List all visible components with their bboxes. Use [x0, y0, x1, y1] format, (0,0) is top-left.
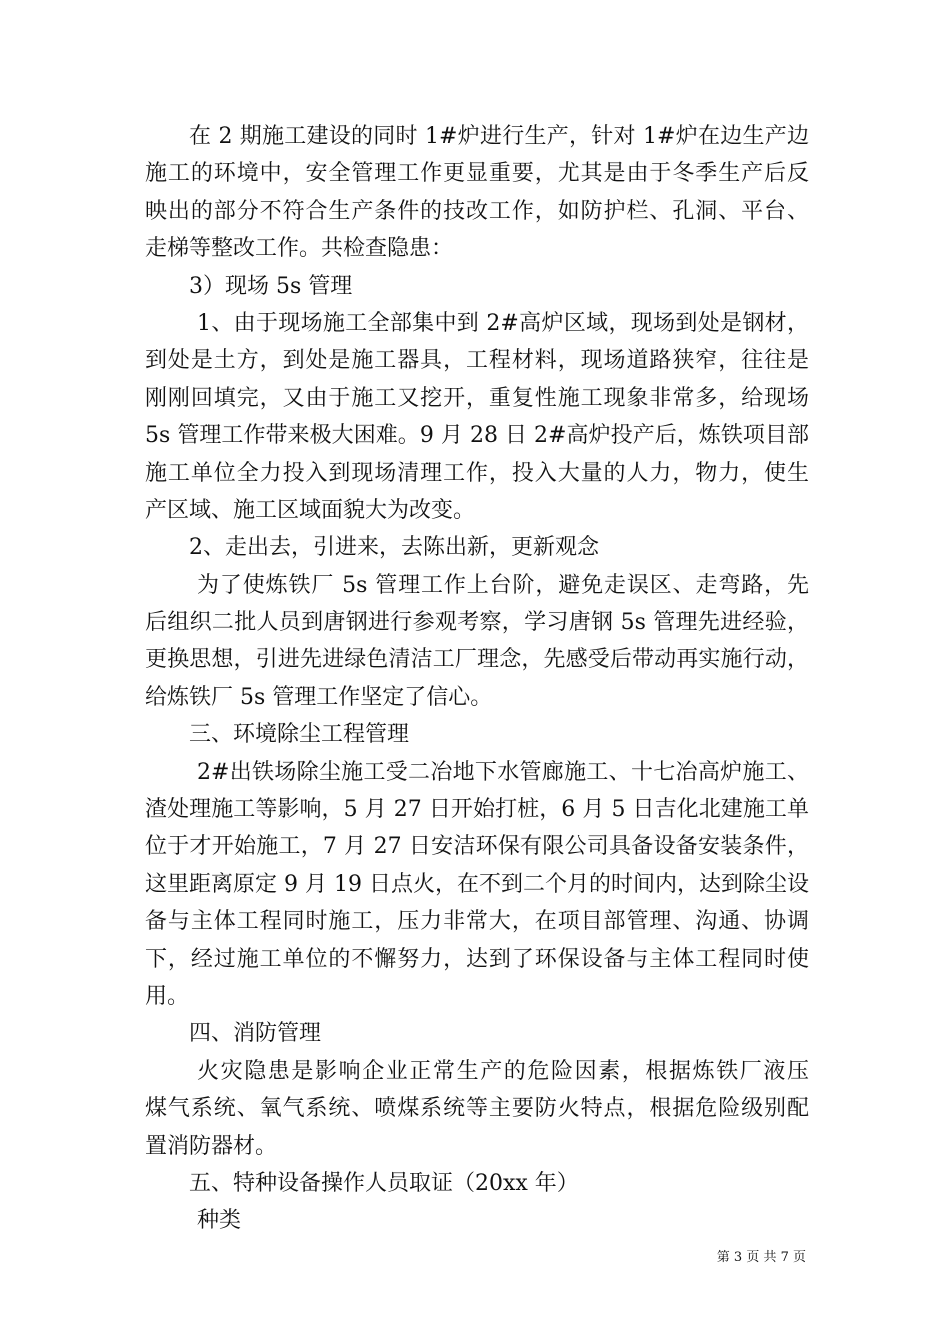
text-line: 五、特种设备操作人员取证（20xx 年）: [189, 1170, 579, 1196]
text-line: 三、环境除尘工程管理: [189, 722, 410, 748]
page-number: 第 3 页 共 7 页: [716, 1250, 806, 1265]
text-line: 2、走出去，引进来，去陈出新，更新观念: [189, 535, 599, 561]
text-line: 5s 管理工作带来极大困难。9 月 28 日 2#高炉投产后，炼铁项目部: [145, 423, 809, 449]
text-line: 产区域、施工区域面貌大为改变。: [145, 497, 476, 523]
text-line: 为了使炼铁厂 5s 管理工作上台阶，避免走误区、走弯路，先: [197, 572, 809, 598]
text-line: 到处是土方，到处是施工器具，工程材料，现场道路狭窄，往往是: [145, 348, 809, 374]
text-line: 用。: [145, 983, 190, 1009]
text-line: 1、由于现场施工全部集中到 2#高炉区域，现场到处是钢材，: [197, 310, 809, 336]
text-line: 煤气系统、氧气系统、喷煤系统等主要防火特点，根据危险级别配: [145, 1096, 809, 1122]
text-line: 下，经过施工单位的不懈努力，达到了环保设备与主体工程同时使: [145, 946, 809, 972]
text-line: 四、消防管理: [189, 1021, 322, 1047]
text-line: 走梯等整改工作。共检查隐患：: [145, 236, 454, 262]
text-line: 2#出铁场除尘施工受二冶地下水管廊施工、十七冶高炉施工、: [197, 759, 809, 785]
text-line: 种类: [197, 1208, 242, 1234]
text-line: 3）现场 5s 管理: [189, 273, 353, 299]
text-line: 映出的部分不符合生产条件的技改工作，如防护栏、孔洞、平台、: [145, 198, 809, 224]
text-line: 施工的环境中，安全管理工作更显重要，尤其是由于冬季生产后反: [145, 161, 809, 187]
text-line: 刚刚回填完，又由于施工又挖开，重复性施工现象非常多，给现场: [145, 385, 809, 411]
text-line: 更换思想，引进先进绿色清洁工厂理念，先感受后带动再实施行动，: [145, 647, 809, 673]
document-body: [145, 118, 809, 1240]
text-line: 备与主体工程同时施工，压力非常大，在项目部管理、沟通、协调: [145, 909, 809, 935]
text-line: 这里距离原定 9 月 19 日点火，在不到二个月的时间内，达到除尘设: [145, 871, 809, 897]
text-line: 渣处理施工等影响，5 月 27 日开始打桩，6 月 5 日吉化北建施工单: [145, 797, 809, 823]
text-line: 火灾隐患是影响企业正常生产的危险因素，根据炼铁厂液压: [197, 1058, 809, 1084]
text-line: 给炼铁厂 5s 管理工作坚定了信心。: [145, 684, 493, 710]
text-line: 后组织二批人员到唐钢进行参观考察，学习唐钢 5s 管理先进经验，: [145, 610, 809, 636]
text-line: 位于才开始施工，7 月 27 日安洁环保有限公司具备设备安装条件，: [145, 834, 809, 860]
text-line: 施工单位全力投入到现场清理工作，投入大量的人力，物力，使生: [145, 460, 809, 486]
text-line: 置消防器材。: [145, 1133, 278, 1159]
text-line: 在 2 期施工建设的同时 1#炉进行生产，针对 1#炉在边生产边: [189, 124, 809, 149]
